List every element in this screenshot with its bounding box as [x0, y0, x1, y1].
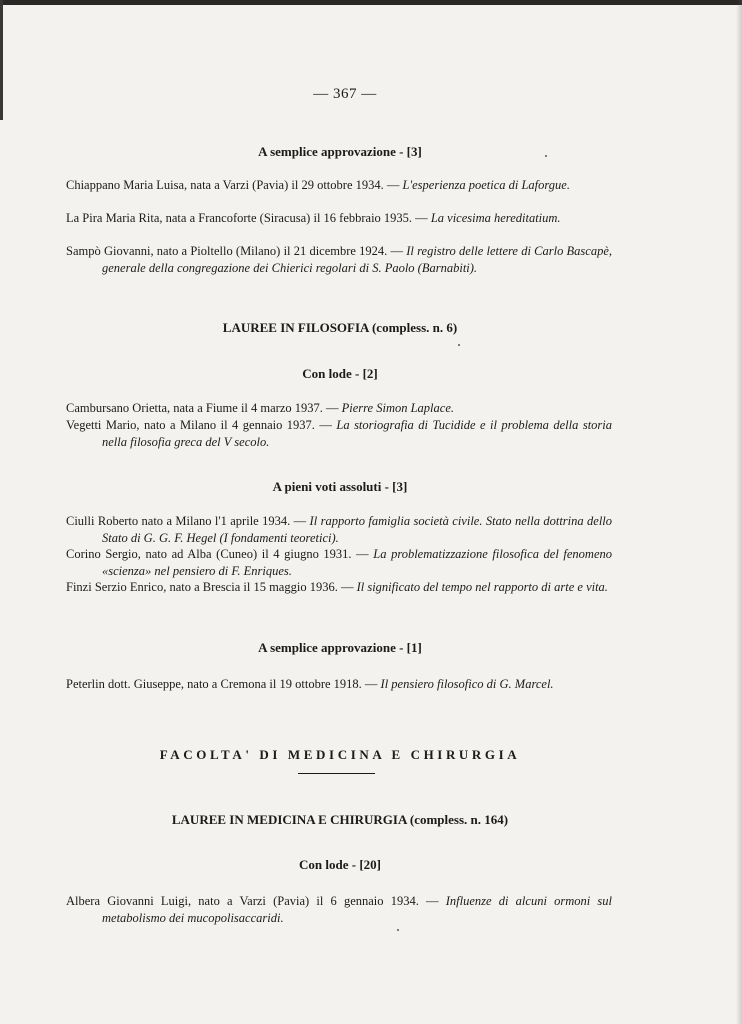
- entry-title: Il rapporto famiglia società civile. Stato nella dottrina dello Stato di G. G. F. Hegel (I fondamenti teoretici).: [102, 514, 613, 545]
- scan-right-shadow: [736, 0, 742, 1024]
- entry-author: Albera Giovanni Luigi, nato a Varzi (Pavia) il 6 gennaio 1934. —: [66, 894, 439, 908]
- filosofia-heading: LAUREE IN FILOSOFIA (compless. n. 6): [222, 320, 458, 335]
- list-item: [66, 400, 612, 417]
- section-heading-con-lode: Con lode - [2]: [302, 366, 378, 381]
- entry-title: La problematizzazione filosofica del fenomeno «scienza» nel pensiero di F. Enriques.: [102, 547, 613, 578]
- entry-title: Influenze di alcuni ormoni sul metabolismo dei mucopolisaccaridi.: [102, 894, 612, 925]
- scan-speck: [458, 344, 460, 346]
- list-item: [66, 513, 612, 547]
- section-heading-semplice-approvazione: A semplice approvazione - [1]: [258, 640, 422, 655]
- faculty-heading: FACOLTA' DI MEDICINA E CHIRURGIA: [159, 747, 521, 762]
- list-item: [66, 243, 612, 277]
- entry-author: Peterlin dott. Giuseppe, nato a Cremona il 19 ottobre 1918. —: [66, 677, 378, 691]
- list-item: [66, 546, 612, 580]
- faculty-divider: [298, 773, 375, 774]
- section-heading-semplice-approvazione: A semplice approvazione - [3]: [258, 144, 422, 159]
- medicina-heading: LAUREE IN MEDICINA E CHIRURGIA (compless. n. 164): [171, 812, 509, 827]
- entry-title: L'esperienza poetica di Laforgue.: [402, 178, 570, 192]
- entry-author: Ciulli Roberto nato a Milano l'1 aprile 1934. —: [66, 514, 307, 528]
- entry-title: Il significato del tempo nel rapporto di arte e vita.: [356, 580, 608, 594]
- entry-title: La vicesima hereditatium.: [430, 211, 561, 225]
- entry-author: Cambursano Orietta, nata a Fiume il 4 marzo 1937. —: [66, 401, 339, 415]
- entry-author: Finzi Serzio Enrico, nato a Brescia il 15 maggio 1936. —: [66, 580, 354, 594]
- list-item: [66, 417, 612, 451]
- entry-title: Il registro delle lettere di Carlo Bascapè, generale della congregazione dei Chierici regolari di S. Paolo (Barnabiti).: [102, 244, 613, 275]
- entry-author: Sampò Giovanni, nato a Pioltello (Milano) il 21 dicembre 1924. —: [66, 244, 404, 258]
- list-item: [66, 177, 612, 194]
- list-item: [66, 893, 612, 927]
- entry-author: La Pira Maria Rita, nata a Francoforte (Siracusa) il 16 febbraio 1935. —: [66, 211, 428, 225]
- entry-title: La storiografia di Tucidide e il problema della storia nella filosofia greca del V secolo.: [102, 418, 613, 449]
- list-item: [66, 210, 612, 227]
- section-heading-con-lode: Con lode - [20]: [299, 857, 381, 872]
- list-item: [66, 579, 612, 596]
- entry-title: Pierre Simon Laplace.: [341, 401, 455, 415]
- entry-author: Corino Sergio, nato ad Alba (Cuneo) il 4 giugno 1931. —: [66, 547, 369, 561]
- scan-top-edge: [0, 0, 742, 5]
- entry-author: Vegetti Mario, nato a Milano il 4 gennaio 1937. —: [66, 418, 332, 432]
- entry-title: Il pensiero filosofico di G. Marcel.: [380, 677, 554, 691]
- entry-author: Chiappano Maria Luisa, nata a Varzi (Pavia) il 29 ottobre 1934. —: [66, 178, 400, 192]
- scan-speck: [545, 155, 547, 157]
- scan-speck: [397, 929, 399, 931]
- page-number: — 367 —: [313, 86, 377, 102]
- list-item: [66, 676, 612, 693]
- section-heading-pieni-voti: A pieni voti assoluti - [3]: [272, 479, 408, 494]
